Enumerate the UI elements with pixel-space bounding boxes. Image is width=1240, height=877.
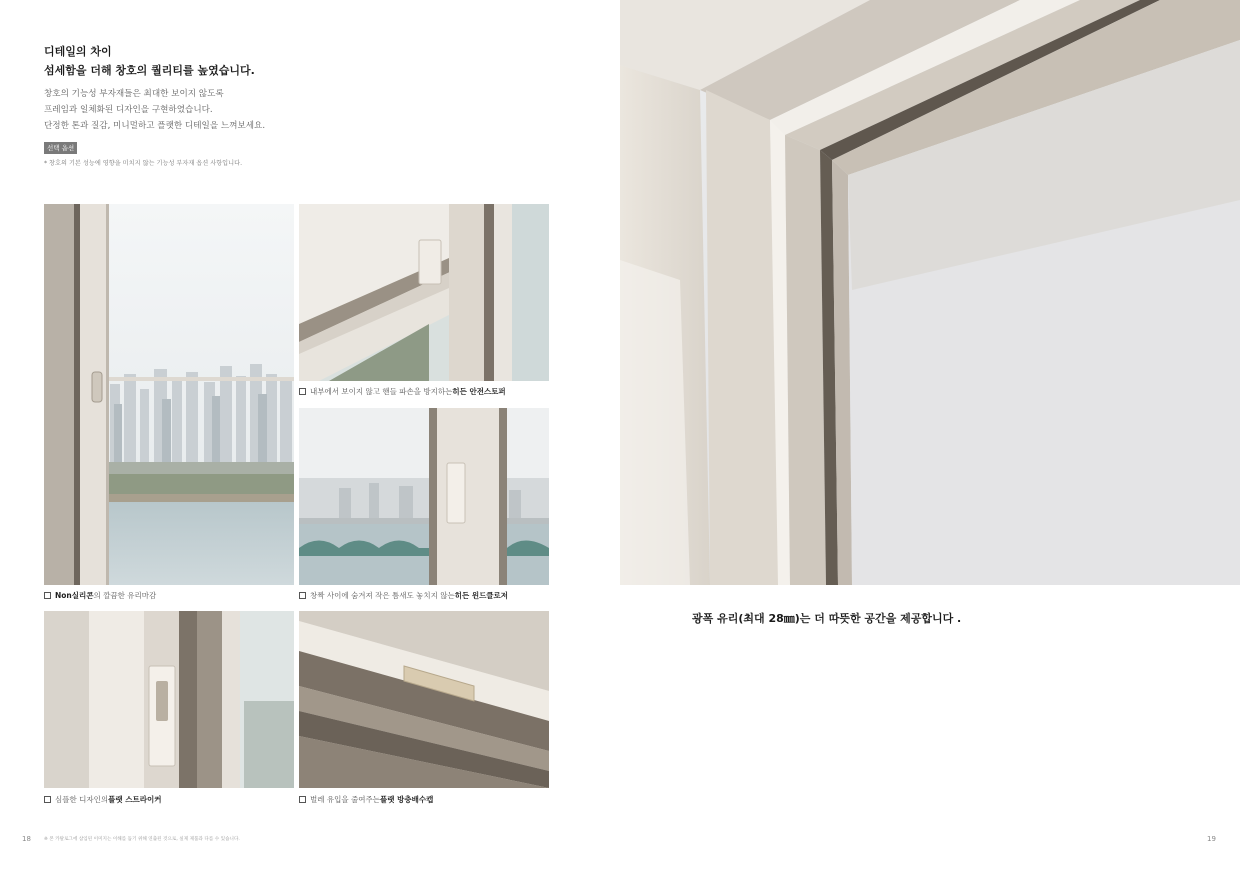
caption-glazing-text: 의 깔끔한 유리마감 xyxy=(93,591,157,600)
checkbox-icon xyxy=(44,796,51,803)
caption-glazing xyxy=(44,590,156,601)
photo-striker xyxy=(44,611,294,788)
checkbox-icon xyxy=(44,592,51,599)
caption-striker-text: 심플한 디자인의 xyxy=(55,795,109,804)
section-subtitle: 섬세함을 더해 창호의 퀄리티를 높였습니다. xyxy=(44,64,255,77)
photo-glazing xyxy=(44,204,294,585)
caption-drain-bold: 플랫 방충배수캡 xyxy=(379,795,434,804)
wide-glass-caption: 광폭 유리(최대 28㎜)는 더 따뜻한 공간을 제공합니다 . xyxy=(692,612,962,625)
caption-drain xyxy=(299,794,433,805)
footnote: ※ 본 카탈로그에 삽입된 이미지는 이해를 돕기 위해 연출된 것으로, 실제 제품과 다를 수 있습니다. xyxy=(44,837,240,842)
caption-windcloser xyxy=(299,590,508,601)
intro-line-1: 창호의 기능성 부자재들은 최대한 보이지 않도록 xyxy=(44,89,224,99)
section-title: 디테일의 차이 xyxy=(44,45,112,58)
caption-drain-text: 벌레 유입을 줄여주는 xyxy=(310,795,380,804)
caption-striker xyxy=(44,794,161,805)
option-note: * 창호의 기본 성능에 영향을 미치지 않는 기능성 부자재 옵션 사항입니다. xyxy=(44,160,243,167)
caption-windcloser-bold: 히든 윈드클로저 xyxy=(454,591,509,600)
option-badge: 선택 옵션 xyxy=(44,142,77,154)
page-number-left: 18 xyxy=(22,835,31,843)
intro-line-2: 프레임과 일체화된 디자인을 구현하였습니다. xyxy=(44,105,213,115)
caption-windcloser-text: 창짝 사이에 숨겨져 작은 틈새도 놓치지 않는 xyxy=(310,591,455,600)
checkbox-icon xyxy=(299,388,306,395)
photo-windcloser xyxy=(299,408,549,585)
checkbox-icon xyxy=(299,796,306,803)
intro-line-3: 단정한 톤과 질감, 미니멀하고 플랫한 디테일을 느껴보세요. xyxy=(44,121,266,131)
checkbox-icon xyxy=(299,592,306,599)
caption-stopper-bold: 히든 안전스토퍼 xyxy=(452,387,506,396)
caption-stopper-text: 내부에서 보이지 않고 핸들 파손을 방지하는 xyxy=(310,387,453,396)
photo-draincap xyxy=(299,611,549,788)
photo-wide-glass xyxy=(620,0,1240,585)
caption-stopper xyxy=(299,386,506,397)
caption-glazing-bold: Non실리콘 xyxy=(55,591,94,600)
caption-striker-bold: 플랫 스트라이커 xyxy=(108,795,162,804)
page-number-right: 19 xyxy=(1207,835,1216,843)
photo-stopper xyxy=(299,204,549,381)
